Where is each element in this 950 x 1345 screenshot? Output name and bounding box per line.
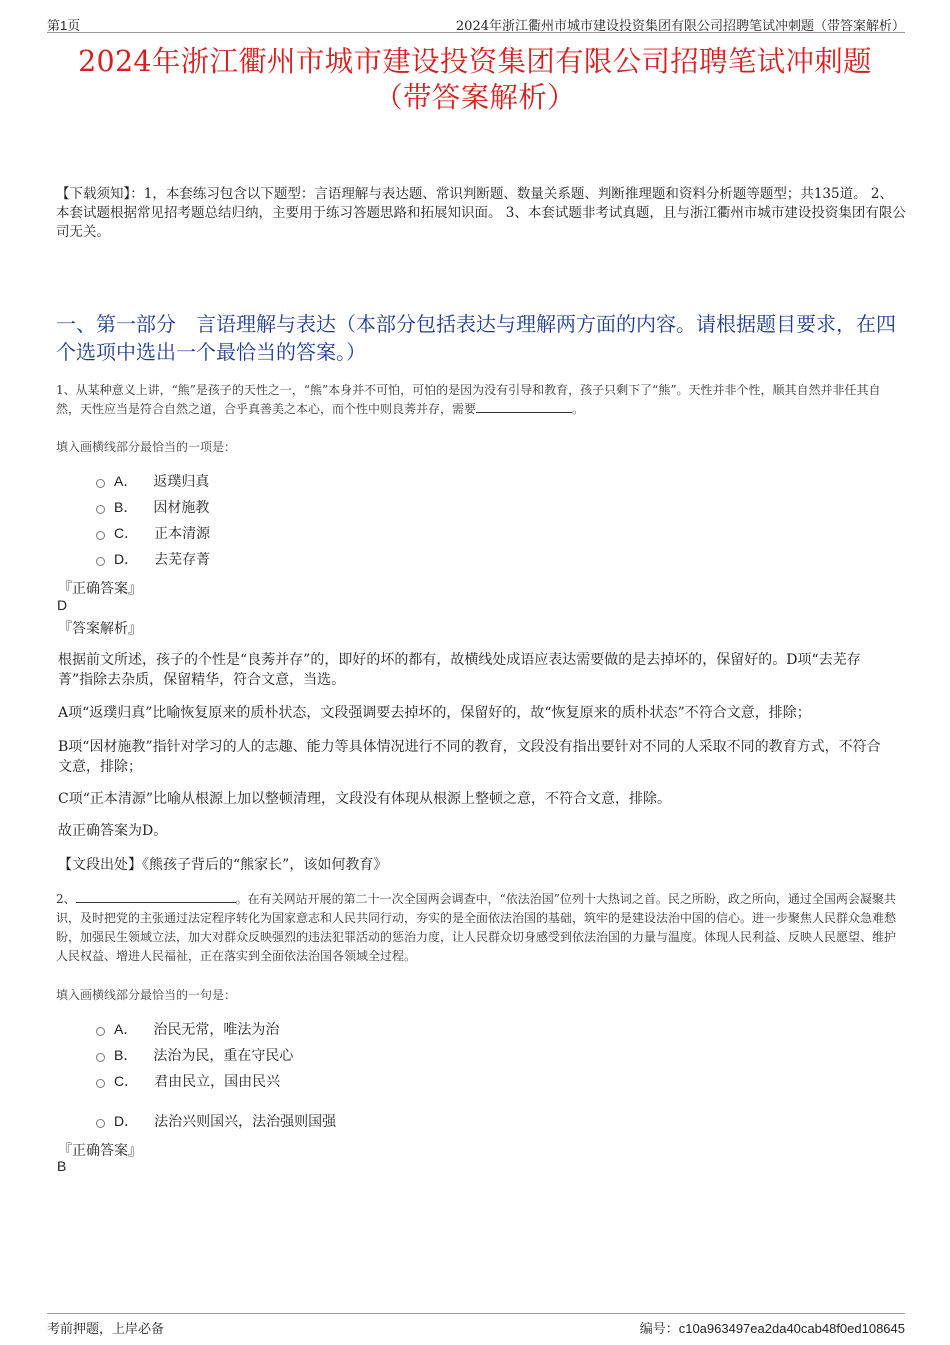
radio-button[interactable]	[96, 531, 105, 540]
question-2-text	[56, 890, 898, 966]
question-2-answer: B	[57, 1158, 67, 1174]
analysis-label: 『答案解析』	[58, 621, 142, 637]
option-text: 君由民立，国由民兴	[154, 1074, 281, 1090]
footer-code-value: c10a963497ea2da40cab48f0ed108645	[678, 1321, 905, 1336]
analysis-paragraph: 根据前文所述，孩子的个性是“良莠并存”的，即好的坏的都有，故横线处成语应表达需要做的是去掉坏的，保留好的。D项“去芜存菁”指除去杂质，保留精华，符合文意，当选。	[58, 652, 861, 688]
question-1-stem: 1、从某种意义上讲，“熊”是孩子的天性之一，“熊”本身并不可怕，可怕的是因为没有引导和教育，孩子只剩下了“熊”。天性并非个性，顺其自然并非任其自然，天性应当是符合自然之道，合乎真善美之本心，而个性中则良莠并存，需要	[56, 383, 881, 416]
analysis-paragraph: A项“返璞归真”比喻恢复原来的质朴状态，文段强调要去掉坏的，保留好的，故“恢复原来的质朴状态”不符合文意，排除；	[58, 705, 811, 721]
text-source: 【文段出处】《熊孩子背后的“熊家长”，该如何教育》	[58, 857, 388, 873]
analysis-paragraph: B项“因材施教”指针对学习的人的志趣、能力等具体情况进行不同的教育，文段没有指出要针对不同的人采取不同的教育方式，不符合文意，排除；	[58, 739, 881, 775]
option-letter: D．	[114, 551, 139, 567]
option-letter: C．	[114, 1073, 139, 1089]
question-2-option-b[interactable]	[96, 1045, 293, 1065]
page-number: 第1页	[47, 18, 81, 33]
radio-button[interactable]	[96, 557, 105, 566]
question-2-stem: 。在有关网站开展的第二十一次全国两会调查中，“依法治国”位列十大热词之首。民之所盼，政之所向，通过全国两会凝聚共识，及时把党的主张通过法定程序转化为国家意志和人民共同行动，夯实的是全面依法治国的基础，筑牢的是建设法治中国的信心。进一步聚焦人民群众急难愁盼，加强民生领域立法，加大对群众反映强烈的违法犯罪活动的惩治力度，让人民群众切身感受到依法治国的力量与温度。体现人民利益、反映人民愿望、维护人民权益、增进人民福祉，正在落实到全面依法治国各领域全过程。	[56, 892, 897, 963]
question-1-prompt: 填入画横线部分最恰当的一项是：	[56, 440, 237, 454]
question-2-option-a[interactable]	[96, 1019, 279, 1039]
correct-answer-label: 『正确答案』	[58, 581, 142, 597]
document-title	[40, 44, 910, 116]
option-letter: C．	[114, 525, 139, 541]
footer-slogan: 考前押题，上岸必备	[47, 1322, 165, 1337]
option-letter: A．	[114, 1021, 138, 1037]
question-2-prompt: 填入画横线部分最恰当的一句是：	[56, 988, 237, 1002]
option-text: 返璞归真	[153, 474, 210, 490]
option-letter: A．	[114, 473, 138, 489]
question-1-stem-end: 。	[572, 402, 585, 416]
radio-button[interactable]	[96, 1027, 105, 1036]
option-letter: D．	[114, 1113, 139, 1129]
header-doc-title: 2024年浙江衢州市城市建设投资集团有限公司招聘笔试冲刺题（带答案解析）	[455, 19, 905, 34]
question-2-option-c[interactable]	[96, 1071, 280, 1091]
radio-button[interactable]	[96, 1079, 105, 1088]
footer-code	[640, 1318, 905, 1337]
radio-button[interactable]	[96, 479, 105, 488]
question-2-option-d[interactable]	[96, 1111, 336, 1131]
page-header	[47, 12, 905, 33]
question-1-option-b[interactable]	[96, 497, 209, 517]
title-line-2: （带答案解析）	[374, 81, 576, 114]
question-1-text	[56, 381, 898, 419]
answer-blank	[76, 890, 236, 903]
question-1-option-a[interactable]	[96, 471, 209, 491]
option-text: 法治兴则国兴，法治强则国强	[154, 1114, 337, 1130]
analysis-paragraph: C项“正本清源”比喻从根源上加以整顿清理，文段没有体现从根源上整顿之意，不符合文意，排除。	[58, 791, 672, 807]
radio-button[interactable]	[96, 1053, 105, 1062]
answer-blank	[476, 400, 572, 413]
correct-answer-label: 『正确答案』	[58, 1143, 142, 1159]
page-footer	[47, 1313, 905, 1337]
option-text: 因材施教	[153, 500, 210, 516]
option-letter: B．	[114, 1047, 138, 1063]
question-1-answer: D	[57, 597, 68, 613]
question-1-option-d[interactable]	[96, 549, 210, 569]
option-letter: B．	[114, 499, 138, 515]
download-notice: 【下载须知】：1，本套练习包含以下题型：言语理解与表达题、常识判断题、数量关系题、判断推理题和资料分析题等题型；共135道。 2、本套试题根据常见招考题总结归纳，主要用于练习答题思路和拓展知识面。 3、本套试题非考试真题，且与浙江衢州市城市建设投资集团有限公司无关。	[56, 186, 906, 240]
option-text: 治民无常，唯法为治	[153, 1022, 280, 1038]
option-text: 法治为民，重在守民心	[153, 1048, 294, 1064]
footer-code-label: 编号：	[639, 1322, 679, 1337]
option-text: 去芜存菁	[154, 552, 211, 568]
section-heading: 一、第一部分 言语理解与表达（本部分包括表达与理解两方面的内容。请根据题目要求，在四个选项中选出一个最恰当的答案。）	[56, 312, 896, 364]
radio-button[interactable]	[96, 505, 105, 514]
analysis-conclusion: 故正确答案为D。	[58, 823, 168, 839]
option-text: 正本清源	[154, 526, 211, 542]
question-2-number: 2、	[56, 892, 76, 906]
radio-button[interactable]	[96, 1119, 105, 1128]
title-line-1: 2024年浙江衢州市城市建设投资集团有限公司招聘笔试冲刺题	[78, 45, 872, 78]
question-1-option-c[interactable]	[96, 523, 210, 543]
